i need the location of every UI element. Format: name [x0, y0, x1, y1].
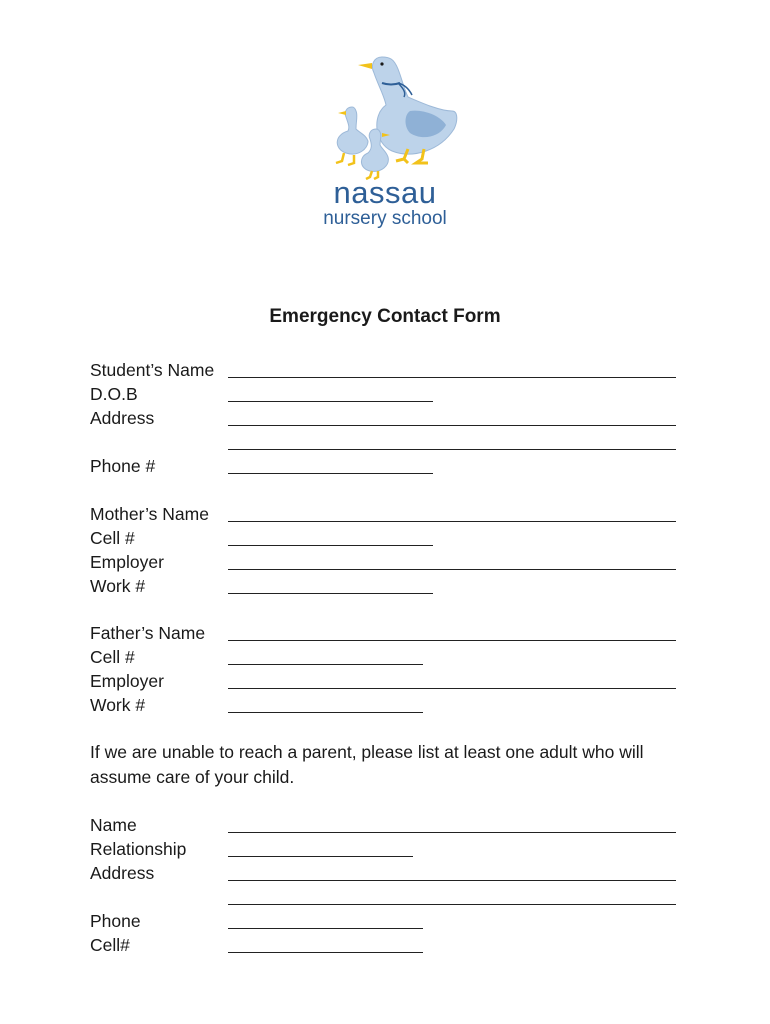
field-label: Cell # [90, 528, 135, 548]
alt-name-line[interactable] [228, 832, 676, 833]
mother-work-line[interactable] [228, 593, 433, 594]
field-label: Phone # [90, 456, 156, 476]
field-label: Address [90, 863, 155, 883]
form-title: Emergency Contact Form [269, 306, 501, 327]
field-label: Mother’s Name [90, 504, 209, 524]
field-label: Relationship [90, 839, 187, 859]
field-label: Employer [90, 671, 164, 691]
field-label: Employer [90, 552, 164, 572]
field-label: D.O.B [90, 384, 138, 404]
field-label: Work # [90, 695, 146, 715]
geese-icon [312, 45, 462, 180]
alternate-contact-instruction: If we are unable to reach a parent, please list at least one adult who will assume care of your child. [90, 742, 644, 787]
logo-tagline: nursery school [323, 208, 447, 229]
field-label: Student’s Name [90, 360, 215, 380]
mother-name-line[interactable] [228, 521, 676, 522]
field-label: Name [90, 815, 137, 835]
logo-wordmark: nassau [333, 175, 437, 210]
school-logo [300, 45, 470, 240]
address-line-1[interactable] [228, 425, 676, 426]
field-label: Father’s Name [90, 623, 206, 643]
father-cell-line[interactable] [228, 664, 423, 665]
field-label: Address [90, 408, 155, 428]
field-label: Work # [90, 576, 146, 596]
alt-cell-line[interactable] [228, 952, 423, 953]
alt-address-line-1[interactable] [228, 880, 676, 881]
dob-line[interactable] [228, 401, 433, 402]
father-work-line[interactable] [228, 712, 423, 713]
phone-line[interactable] [228, 473, 433, 474]
alt-address-line-2[interactable] [228, 904, 676, 905]
field-label: Cell# [90, 935, 130, 955]
alt-phone-line[interactable] [228, 928, 423, 929]
field-label: Phone [90, 911, 141, 931]
father-employer-line[interactable] [228, 688, 676, 689]
father-name-line[interactable] [228, 640, 676, 641]
alt-relationship-line[interactable] [228, 856, 413, 857]
student-name-line[interactable] [228, 377, 676, 378]
mother-cell-line[interactable] [228, 545, 433, 546]
field-label: Cell # [90, 647, 135, 667]
mother-employer-line[interactable] [228, 569, 676, 570]
address-line-2[interactable] [228, 449, 676, 450]
